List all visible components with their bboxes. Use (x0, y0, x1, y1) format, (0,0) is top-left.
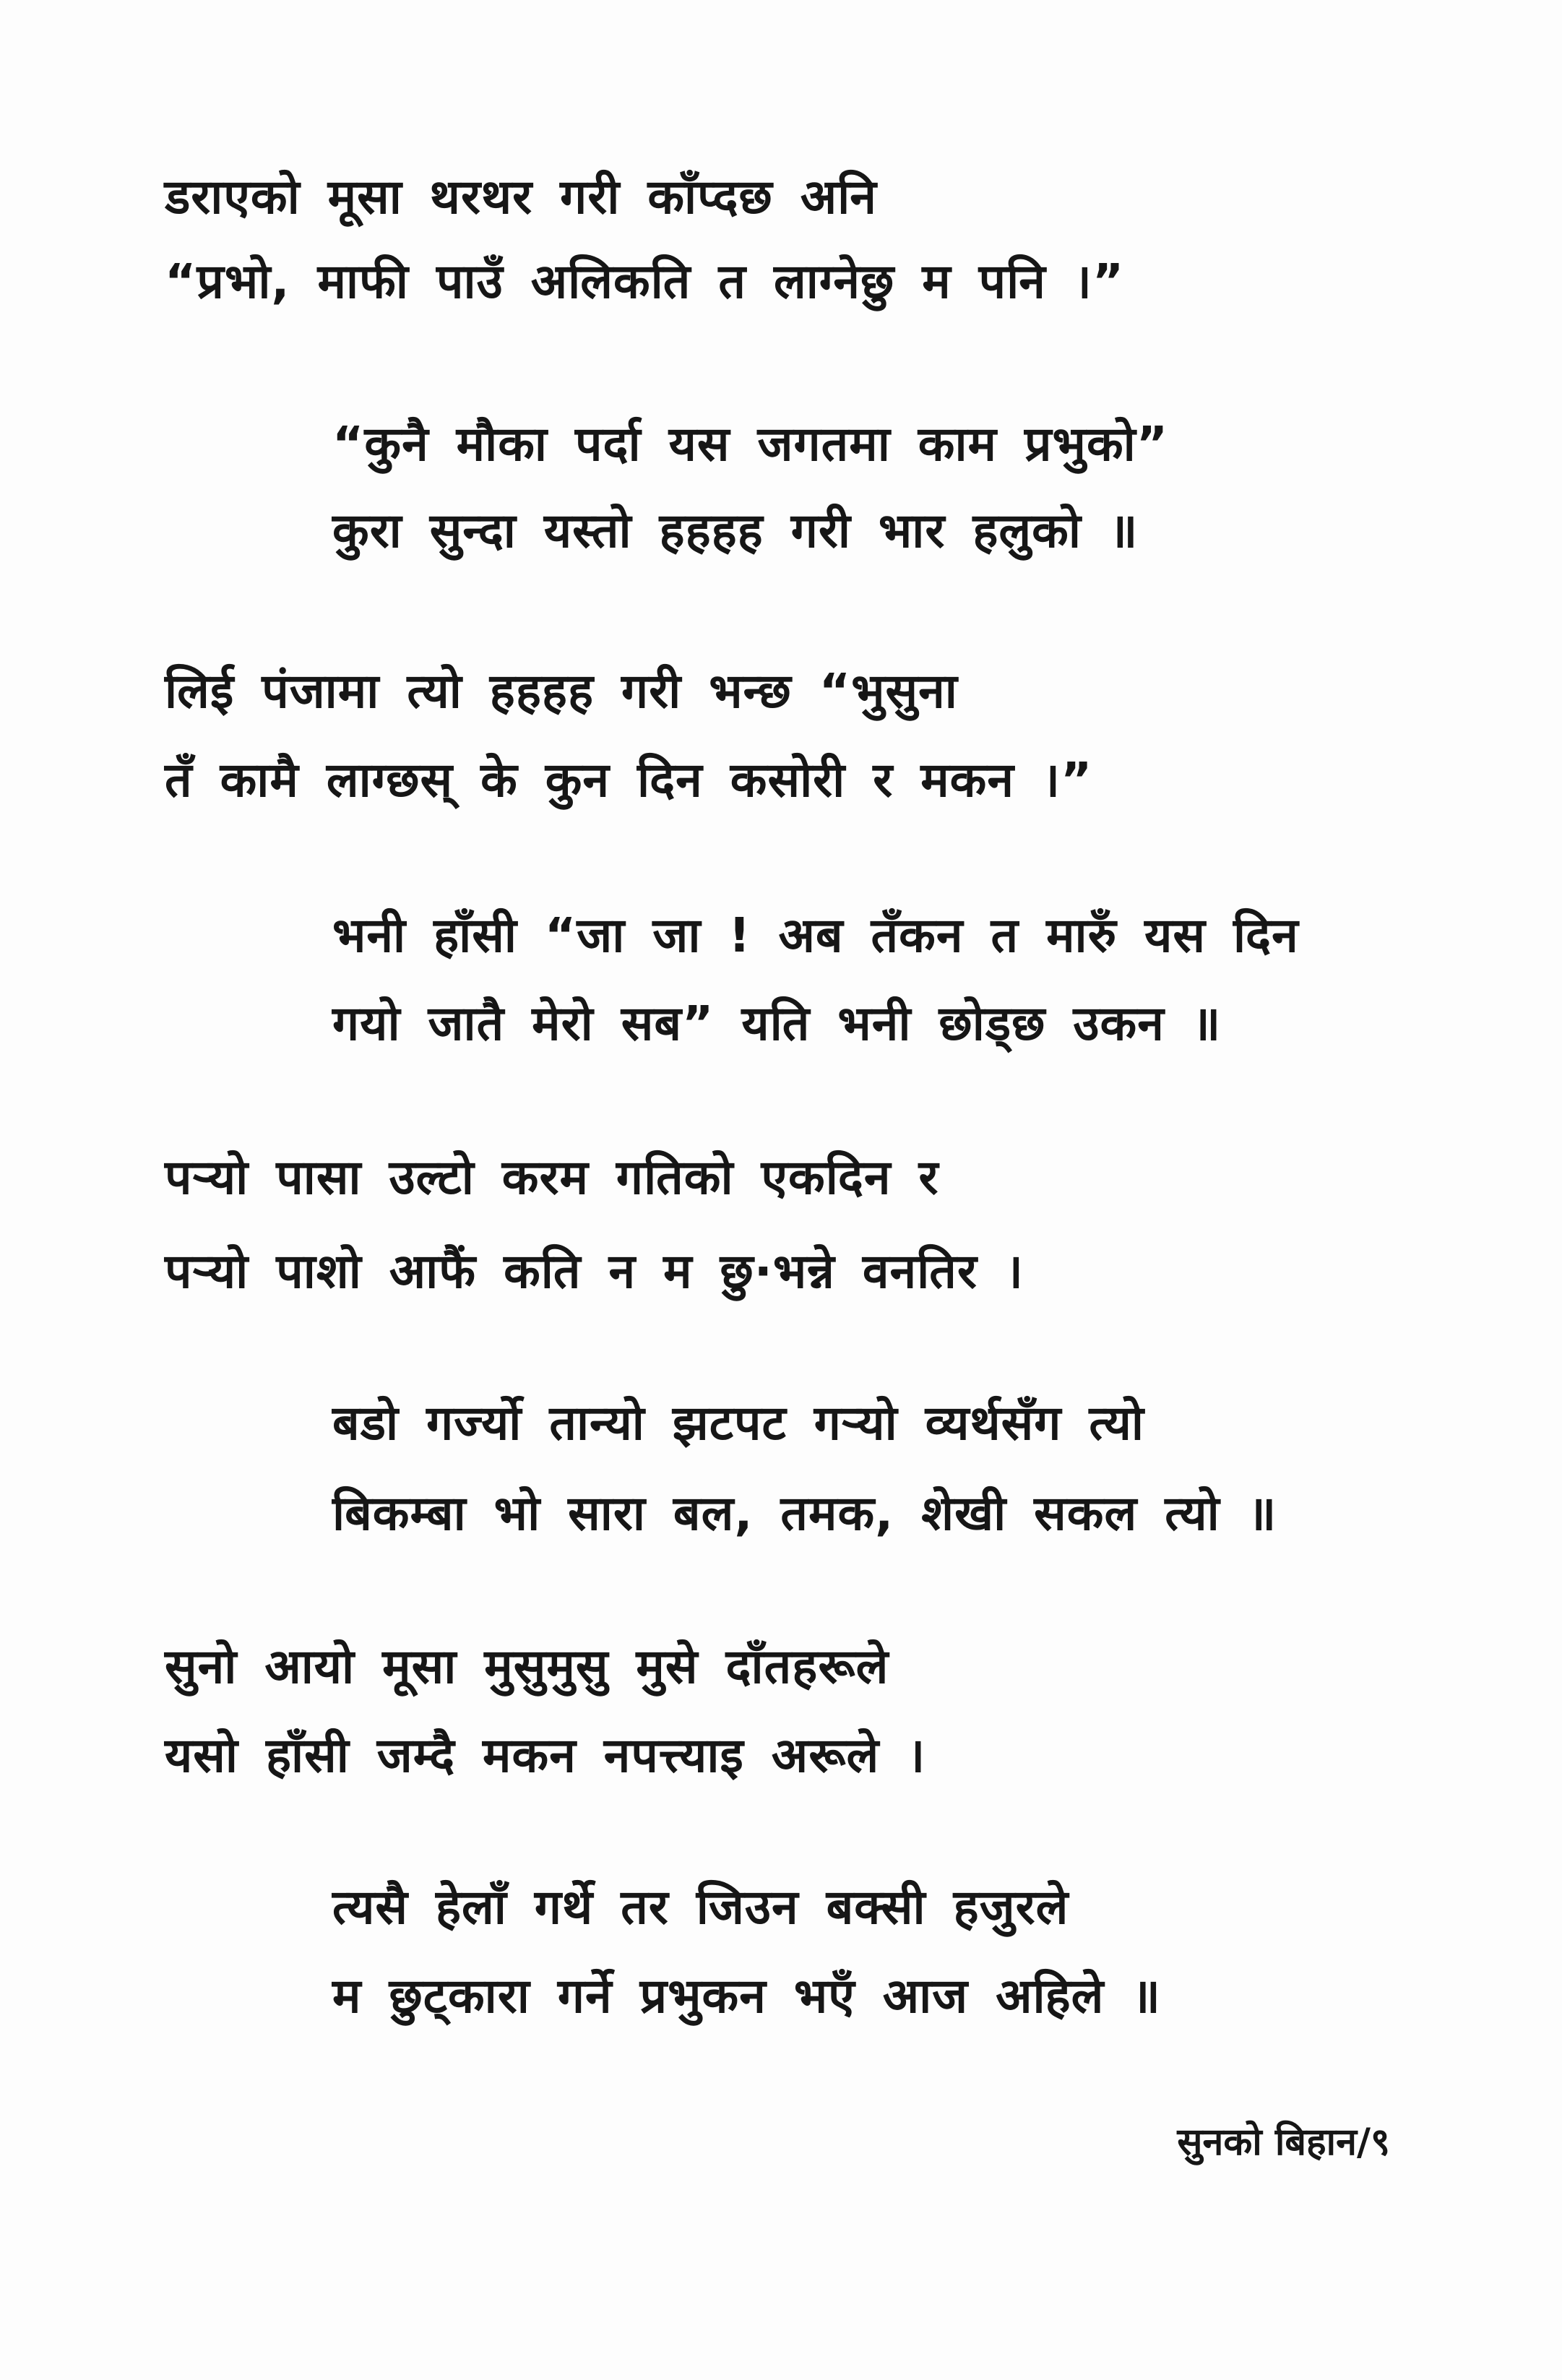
stanza-1-line-2: “प्रभो, माफी पाउँ अलिकति त लाग्नेछु म पनि ।” (165, 254, 1125, 309)
stanza-8-line-2: म छुट्कारा गर्ने प्रभुकन भएँ आज अहिले ॥ (332, 1968, 1161, 2024)
stanza-7-line-1: सुनो आयो मूसा मुसुमुसु मुसे दाँतहरूले (165, 1639, 889, 1694)
stanza-4-line-1: भनी हाँसी “जा जा ! अब तँकन त मारुँ यस दिन (332, 907, 1299, 963)
stanza-5-line-2: पर्‍यो पाशो आफैं कति न म छु·भन्ने वनतिर । (165, 1243, 1024, 1299)
stanza-6-line-2: बिकम्बा भो सारा बल, तमक, शेखी सकल त्यो ॥ (332, 1486, 1277, 1541)
stanza-3-line-1: लिई पंजामा त्यो हहहह गरी भन्छ “भुसुना (165, 663, 958, 719)
stanza-5-line-1: पर्‍यो पासा उल्टो करम गतिको एकदिन र (165, 1150, 939, 1205)
stanza-8-line-1: त्यसै हेलाँ गर्थे तर जिउन बक्सी हजुरले (332, 1879, 1069, 1935)
stanza-7-line-2: यसो हाँसी जम्दै मकन नपत्त्याइ अरूले । (165, 1728, 926, 1783)
stanza-6-line-1: बडो गर्ज्यो तान्यो झटपट गर्‍यो व्यर्थसँग त्यो (332, 1395, 1144, 1451)
stanza-2-line-2: कुरा सुन्दा यस्तो हहहह गरी भार हलुको ॥ (332, 503, 1139, 559)
stanza-4-line-2: गयो जातै मेरो सब” यति भनी छोड्छ उकन ॥ (332, 996, 1222, 1051)
stanza-3-line-2: तँ कामै लाग्छस् के कुन दिन कसोरी र मकन ।” (165, 752, 1093, 808)
stanza-2-line-1: “कुनै मौका पर्दा यस जगतमा काम प्रभुको” (332, 416, 1169, 472)
page-footer: सुनको बिहान/९ (1177, 2121, 1390, 2164)
stanza-1-line-1: डराएको मूसा थरथर गरी काँप्दछ अनि (165, 169, 877, 225)
